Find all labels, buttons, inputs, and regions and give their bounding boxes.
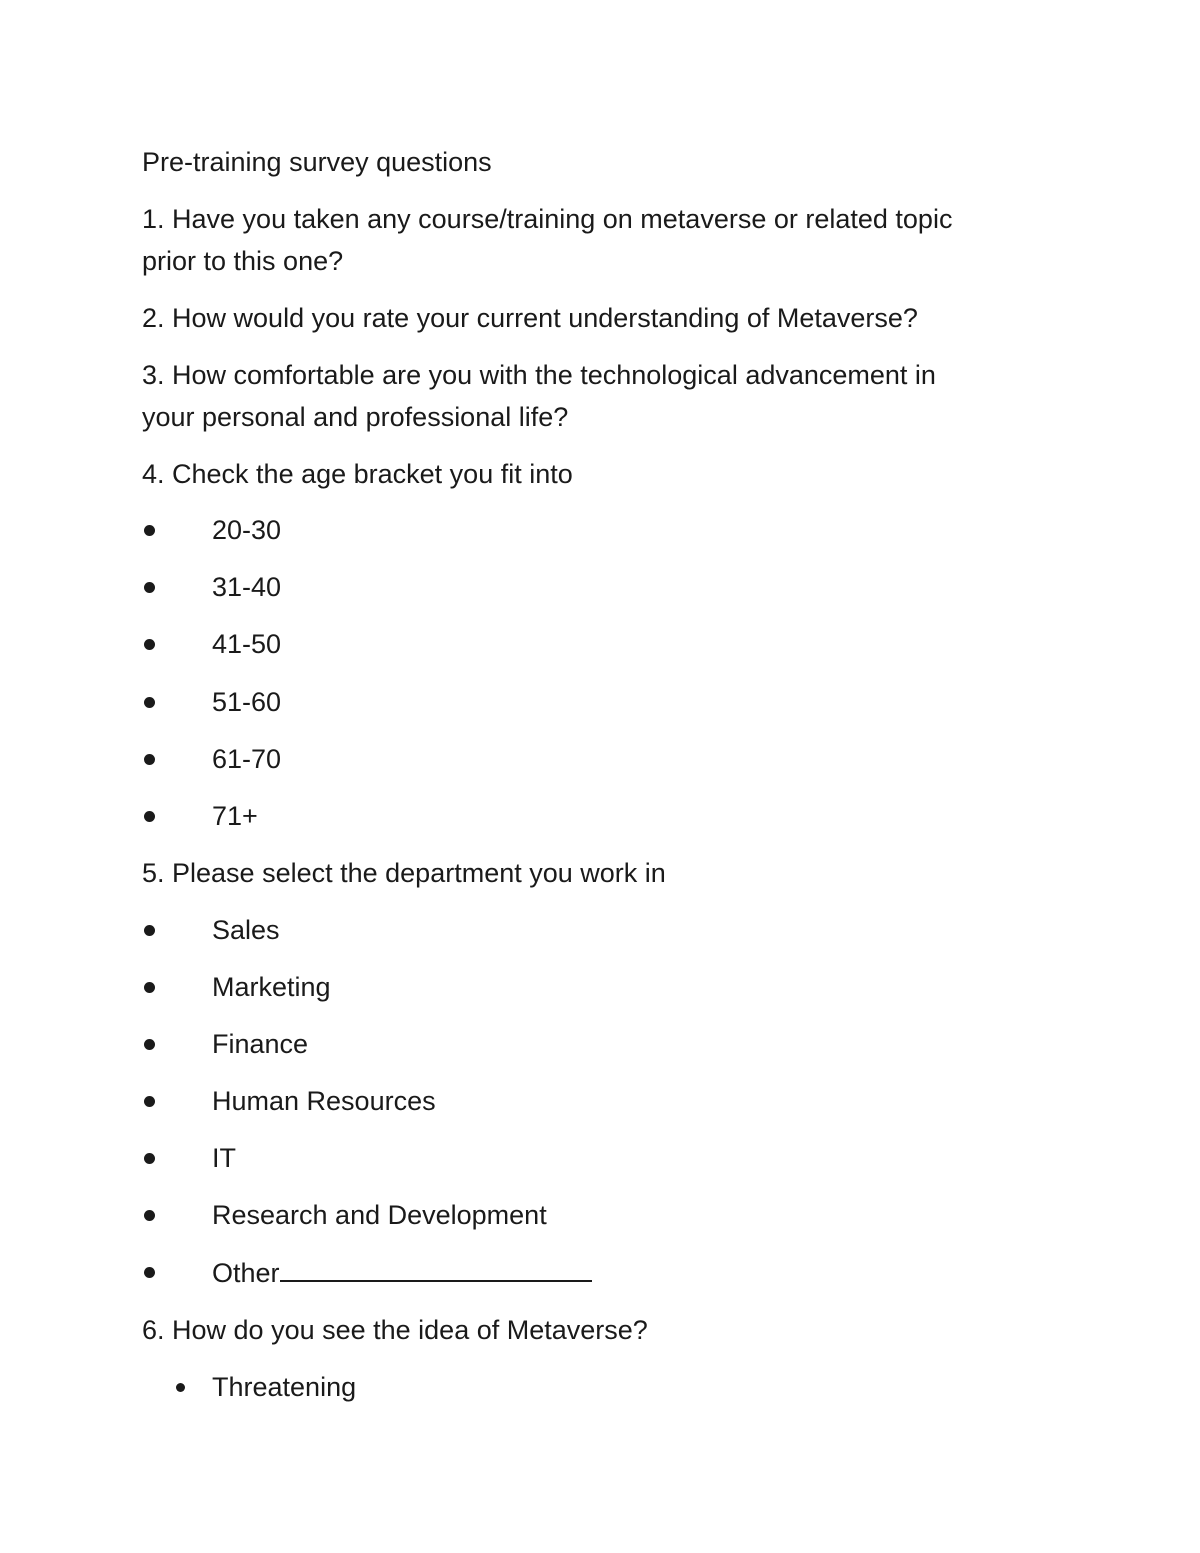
bullet-icon	[144, 1153, 155, 1164]
age-option-label: 61-70	[212, 744, 282, 774]
department-option-label: Finance	[212, 1029, 309, 1059]
question-1-line-2: prior to this one?	[142, 246, 344, 276]
age-option-label: 71+	[212, 801, 258, 831]
question-6-line-1: 6. How do you see the idea of Metaverse?	[142, 1315, 648, 1345]
list-item-age-20-30	[0, 514, 1200, 548]
bullet-icon	[144, 697, 155, 708]
question-4-line-1: 4. Check the age bracket you fit into	[142, 459, 573, 489]
bullet-icon	[144, 1210, 155, 1221]
department-option-label: Research and Development	[212, 1200, 547, 1230]
question-2-line-1: 2. How would you rate your current understanding of Metaverse?	[142, 303, 918, 333]
bullet-icon	[144, 1267, 155, 1278]
question-3-line-2: your personal and professional life?	[142, 402, 569, 432]
department-option-other	[212, 1256, 592, 1289]
question-3-line-1: 3. How comfortable are you with the technological advancement in	[142, 360, 936, 390]
fill-in-blank-line	[280, 1256, 592, 1282]
bullet-icon	[144, 1096, 155, 1107]
view-option-label: Threatening	[212, 1372, 357, 1402]
bullet-icon	[144, 925, 155, 936]
document-title: Pre-training survey questions	[142, 147, 492, 177]
list-item-age-61-70	[0, 743, 1200, 777]
question-5-line-1: 5. Please select the department you work in	[142, 858, 666, 888]
department-option-label: IT	[212, 1143, 236, 1173]
list-item-view-threatening	[0, 1371, 1200, 1405]
department-option-label: Marketing	[212, 972, 331, 1002]
age-option-label: 41-50	[212, 629, 282, 659]
list-item-dept-human-resources	[0, 1085, 1200, 1119]
bullet-icon	[176, 1383, 185, 1392]
list-item-dept-research-and-development	[0, 1199, 1200, 1233]
question-1-line-1: 1. Have you taken any course/training on metaverse or related topic	[142, 204, 953, 234]
bullet-icon	[144, 582, 155, 593]
list-item-dept-sales	[0, 914, 1200, 948]
department-option-label: Human Resources	[212, 1086, 436, 1116]
age-option-label: 20-30	[212, 515, 282, 545]
list-item-age-71-plus	[0, 800, 1200, 834]
bullet-icon	[144, 639, 155, 650]
list-item-age-31-40	[0, 571, 1200, 605]
bullet-icon	[144, 525, 155, 536]
list-item-dept-it	[0, 1142, 1200, 1176]
age-option-label: 31-40	[212, 572, 282, 602]
bullet-icon	[144, 754, 155, 765]
list-item-age-51-60	[0, 686, 1200, 720]
bullet-icon	[144, 1039, 155, 1050]
list-item-dept-other	[0, 1256, 1200, 1290]
list-item-dept-marketing	[0, 971, 1200, 1005]
bullet-icon	[144, 982, 155, 993]
department-option-label: Other	[212, 1258, 280, 1288]
age-option-label: 51-60	[212, 687, 282, 717]
department-option-label: Sales	[212, 915, 280, 945]
bullet-icon	[144, 811, 155, 822]
list-item-age-41-50	[0, 628, 1200, 662]
list-item-dept-finance	[0, 1028, 1200, 1062]
